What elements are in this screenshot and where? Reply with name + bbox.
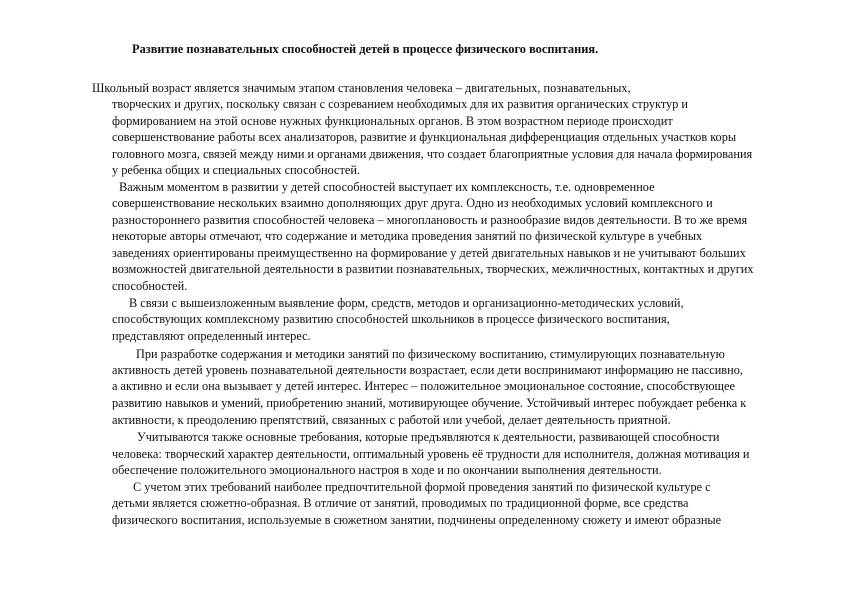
text-line: Важным моментом в развитии у детей способностей выступает их комплексность, т.е. одновременное — [119, 180, 655, 194]
text-line: формированием на этой основе нужных функциональных органов. В этом возрастном периоде происходит — [112, 114, 673, 128]
text-line: При разработке содержания и методики занятий по физическому воспитанию, стимулирующих познавательную — [136, 347, 725, 361]
text-line: развитию навыков и умений, приобретению знаний, мотивирующее обучение. Устойчивый интерес побуждает ребенка к — [112, 396, 747, 410]
text-line: физического воспитания, используемые в сюжетном занятии, подчинены определенному сюжету и имеют образные — [112, 513, 722, 527]
text-line: у ребенка общих и специальных способностей. — [112, 163, 360, 177]
text-line: активность детей уровень познавательной деятельности возрастает, если дети воспринимают информацию не пассивно, — [112, 363, 743, 377]
text-line: возможностей двигательной деятельности в развитии познавательных, творческих, межличностных, контактных и других — [112, 262, 754, 276]
text-line: детьми является сюжетно-образная. В отличие от занятий, проводимых по традиционной форме, все средства — [112, 496, 689, 510]
text-line: человека: творческий характер деятельности, оптимальный уровень её трудности для исполнителя, должная мотивация и — [112, 447, 750, 461]
text-line: разностороннего развития способностей человека – многоплановость и разнообразие видов деятельности. В то же время — [112, 213, 748, 227]
text-line: представляют определенный интерес. — [112, 329, 311, 343]
text-line: активности, к преодолению препятствий, связанных с работой или учебой, делает деятельность приятной. — [112, 413, 671, 427]
text-line: творческих и других, поскольку связан с созреванием необходимых для их развития органических структур и — [112, 97, 688, 111]
text-line: некоторые авторы отмечают, что содержание и методика проведения занятий по физической культуре в учебных — [112, 229, 703, 243]
text-line: заведениях ориентированы преимущественно на формирование у детей двигательных навыков и не учитывают больших — [112, 246, 746, 260]
text-line: совершенствование нескольких взаимно дополняющих друг друга. Одно из необходимых условий комплексного и — [112, 196, 713, 210]
text-line: головного мозга, связей между ними и органами движения, что создает благоприятные условия для начала формирования — [112, 147, 753, 161]
text-line: способствующих комплексному развитию способностей школьников в процессе физического воспитания, — [112, 312, 670, 326]
text-line: С учетом этих требований наиболее предпочтительной формой проведения занятий по физической культуре с — [133, 480, 711, 494]
text-line: В связи с вышеизложенным выявление форм, средств, методов и организационно-методических условий, — [129, 296, 684, 310]
text-line: а активно и если она вызывает у детей интерес. Интерес – положительное эмоциональное состояние, способствующее — [112, 379, 735, 393]
document-title: Развитие познавательных способностей детей в процессе физического воспитания. — [132, 42, 599, 56]
text-line: Учитываются также основные требования, которые предъявляются к деятельности, развивающей способности — [137, 430, 720, 444]
text-line: обеспечение положительного эмоционального настроя в ходе и по окончании выполнения деятельности. — [112, 463, 662, 477]
text-line: способностей. — [112, 279, 188, 293]
text-line: совершенствование работы всех анализаторов, развитие и функциональная дифференциация отдельных участков коры — [112, 130, 737, 144]
text-line: Школьный возраст является значимым этапом становления человека – двигательных, познавательных, — [92, 81, 631, 95]
